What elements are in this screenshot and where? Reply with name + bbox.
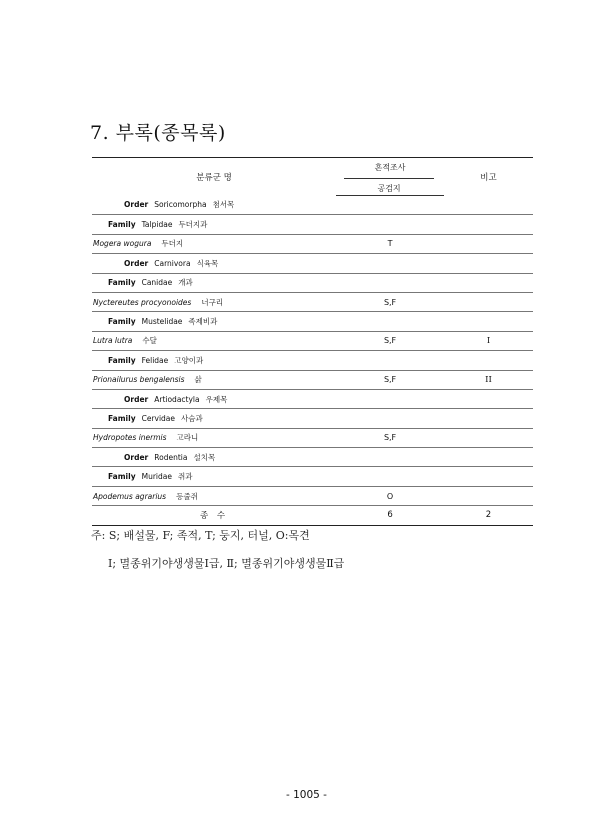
taxon-name-cell [92, 196, 336, 215]
total-observed-count: 6 [336, 506, 444, 525]
table-row-family [92, 215, 533, 234]
column-header-survey-sub [336, 177, 444, 196]
scientific-name: Nyctereutes procyonoides [93, 297, 192, 307]
scientific-name: Felidae [141, 355, 169, 365]
scientific-name: Apodemus agrarius [93, 491, 167, 501]
table-row-species [92, 428, 533, 447]
scientific-name: Mustelidae [141, 317, 183, 327]
korean-name: 너구리 [201, 297, 224, 307]
note-cell [444, 389, 533, 408]
scientific-name: Soricomorpha [154, 200, 207, 210]
note-cell [444, 196, 533, 215]
taxon-name-cell [92, 486, 336, 505]
korean-name: 삵 [194, 375, 202, 385]
legend-note-codes: 주: S; 배설물, F; 족적, T; 둥지, 터널, O:목견 [91, 529, 310, 542]
observation-cell: S,F [336, 428, 444, 447]
taxon-rank: Family [108, 317, 136, 327]
taxon-rank: Family [108, 413, 136, 423]
observation-cell [336, 467, 444, 486]
table-row-species [92, 486, 533, 505]
taxon-name-cell [92, 409, 336, 428]
observation-cell [336, 273, 444, 292]
taxon-rank: Family [108, 355, 136, 365]
legend-note-grades: Ⅰ; 멸종위기야생생물Ⅰ급, Ⅱ; 멸종위기야생생물Ⅱ급 [108, 557, 345, 570]
page-number: - 1005 - [286, 789, 327, 801]
note-cell [444, 467, 533, 486]
table-row-family [92, 273, 533, 292]
taxon-name-cell [92, 273, 336, 292]
taxon-name-cell [92, 389, 336, 408]
taxon-name-cell [92, 428, 336, 447]
observation-cell: S,F [336, 370, 444, 389]
scientific-name: Cervidae [141, 413, 176, 423]
taxon-rank: Order [124, 200, 149, 210]
scientific-name: Rodentia [154, 452, 188, 462]
taxon-rank: Order [124, 394, 149, 404]
korean-name: 두더지 [161, 239, 184, 249]
observation-cell [336, 409, 444, 428]
total-label: 종 수 [92, 506, 336, 525]
note-cell [444, 448, 533, 467]
note-cell [444, 409, 533, 428]
taxon-name-cell [92, 254, 336, 273]
korean-name: 사슴과 [181, 413, 203, 423]
species-table [92, 157, 533, 526]
scientific-name: Artiodactyla [154, 394, 200, 404]
observation-cell: O [336, 486, 444, 505]
page-title: 7. 부록(종목록) [90, 122, 226, 144]
table-row-species [92, 331, 533, 350]
scientific-name: Muridae [141, 472, 172, 482]
table-row-order [92, 254, 533, 273]
total-endangered-count: 2 [444, 506, 533, 525]
observation-cell [336, 389, 444, 408]
taxon-rank: Family [108, 278, 136, 288]
taxon-name-cell [92, 448, 336, 467]
column-header-survey-group: 흔적조사 [374, 163, 406, 172]
taxon-name-cell [92, 370, 336, 389]
taxon-rank: Family [108, 220, 136, 230]
note-cell [444, 351, 533, 370]
korean-name: 등줄쥐 [176, 491, 198, 501]
table-row-order [92, 448, 533, 467]
observation-cell [336, 254, 444, 273]
scientific-name: Mogera wogura [93, 239, 152, 249]
table-row-species [92, 234, 533, 253]
note-cell [444, 428, 533, 447]
scientific-name: Talpidae [141, 220, 173, 230]
korean-name: 수달 [142, 336, 157, 346]
korean-name: 식육목 [196, 258, 219, 268]
korean-name: 설치목 [193, 452, 216, 462]
korean-name: 두더지과 [178, 220, 208, 230]
korean-name: 첨서목 [212, 200, 235, 210]
column-header-survey-sub-label: 공검지 [344, 178, 434, 194]
taxon-name-cell [92, 331, 336, 350]
scientific-name: Prionailurus bengalensis [93, 375, 185, 385]
table-row-family [92, 467, 533, 486]
scientific-name: Carnivora [154, 258, 191, 268]
korean-name: 쥐과 [177, 472, 193, 482]
note-cell: I [444, 331, 533, 350]
table-row-species [92, 292, 533, 311]
table-body [92, 196, 533, 526]
table-total-row [92, 506, 533, 525]
taxon-rank: Family [108, 472, 136, 482]
taxon-name-cell [92, 215, 336, 234]
observation-cell [336, 351, 444, 370]
taxon-name-cell [92, 234, 336, 253]
korean-name: 고라니 [176, 433, 199, 443]
observation-cell [336, 196, 444, 215]
scientific-name: Hydropotes inermis [93, 433, 167, 443]
taxon-name-cell [92, 351, 336, 370]
observation-cell: S,F [336, 331, 444, 350]
note-cell [444, 215, 533, 234]
table-row-family [92, 351, 533, 370]
table-row-order [92, 196, 533, 215]
korean-name: 족제비과 [188, 317, 218, 327]
scientific-name: Lutra lutra [93, 336, 133, 346]
table-row-family [92, 312, 533, 331]
note-cell [444, 254, 533, 273]
taxon-name-cell [92, 292, 336, 311]
column-header-note: 비고 [480, 172, 497, 183]
observation-cell [336, 215, 444, 234]
observation-cell: T [336, 234, 444, 253]
note-cell [444, 486, 533, 505]
observation-cell [336, 448, 444, 467]
taxon-rank: Order [124, 452, 149, 462]
scientific-name: Canidae [141, 278, 173, 288]
column-header-name: 분류군 명 [196, 172, 232, 183]
note-cell [444, 234, 533, 253]
korean-name: 개과 [178, 278, 193, 288]
taxon-name-cell [92, 312, 336, 331]
taxon-rank: Order [124, 258, 149, 268]
note-cell [444, 273, 533, 292]
note-cell [444, 312, 533, 331]
note-cell [444, 292, 533, 311]
observation-cell: S,F [336, 292, 444, 311]
note-cell: II [444, 370, 533, 389]
taxon-name-cell [92, 467, 336, 486]
table-row-order [92, 389, 533, 408]
observation-cell [336, 312, 444, 331]
table-row-species [92, 370, 533, 389]
korean-name: 우제목 [205, 394, 228, 404]
korean-name: 고양이과 [174, 355, 204, 365]
table-row-family [92, 409, 533, 428]
